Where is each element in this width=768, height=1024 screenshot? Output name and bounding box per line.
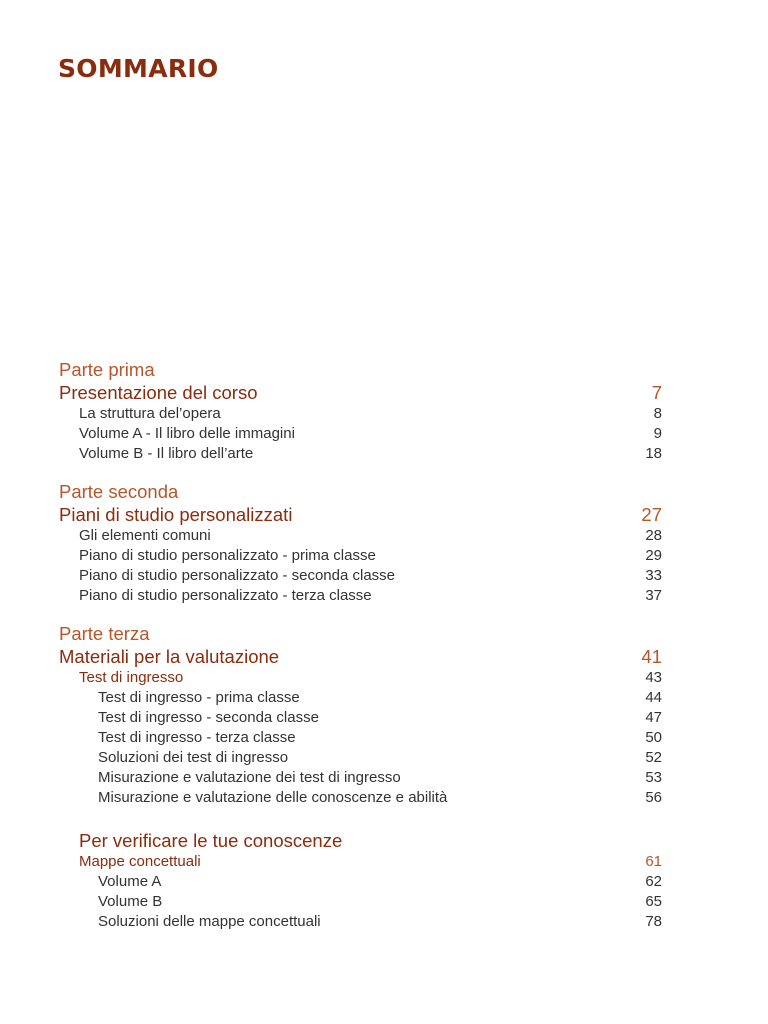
part-seconda bbox=[59, 480, 662, 606]
entry-page: 29 bbox=[645, 547, 662, 564]
subsection-page: 43 bbox=[645, 669, 662, 686]
section-title: Piani di studio personalizzati bbox=[59, 504, 293, 525]
subsection-title: Mappe concettuali bbox=[79, 853, 201, 870]
toc-entry[interactable] bbox=[59, 688, 662, 708]
table-of-contents bbox=[59, 358, 662, 948]
section-page: 7 bbox=[651, 382, 662, 403]
entry-page: 52 bbox=[645, 749, 662, 766]
toc-entry[interactable] bbox=[59, 912, 662, 932]
entry-page: 62 bbox=[645, 873, 662, 890]
entry-title: Test di ingresso - seconda classe bbox=[98, 709, 319, 726]
entry-title: Test di ingresso - terza classe bbox=[98, 729, 296, 746]
entry-page: 78 bbox=[645, 913, 662, 930]
entry-page: 50 bbox=[645, 729, 662, 746]
section-page: 41 bbox=[641, 646, 662, 667]
part-terza bbox=[59, 622, 662, 932]
entry-page: 8 bbox=[653, 405, 662, 422]
entry-page: 47 bbox=[645, 709, 662, 726]
entry-page: 18 bbox=[645, 445, 662, 462]
entry-title: Volume B - Il libro dell’arte bbox=[79, 445, 254, 462]
subsection-mappe[interactable] bbox=[59, 852, 662, 872]
part-label: Parte prima bbox=[59, 359, 155, 380]
toc-entry[interactable] bbox=[59, 768, 662, 788]
entry-title: Volume A bbox=[98, 873, 162, 890]
toc-entry[interactable] bbox=[59, 708, 662, 728]
entry-page: 56 bbox=[645, 789, 662, 806]
entry-title: Misurazione e valutazione dei test di ingresso bbox=[98, 769, 401, 786]
section-presentazione[interactable] bbox=[59, 381, 662, 404]
toc-entry[interactable] bbox=[59, 526, 662, 546]
subsection-title: Test di ingresso bbox=[79, 669, 184, 686]
entry-page: 65 bbox=[645, 893, 662, 910]
entry-title: Piano di studio personalizzato - terza classe bbox=[79, 587, 372, 604]
part-prima bbox=[59, 358, 662, 464]
section-piani[interactable] bbox=[59, 503, 662, 526]
entry-page: 9 bbox=[653, 425, 662, 442]
entry-title: La struttura del’opera bbox=[79, 405, 221, 422]
entry-title: Volume B bbox=[98, 893, 163, 910]
toc-entry[interactable] bbox=[59, 872, 662, 892]
entry-title: Piano di studio personalizzato - prima classe bbox=[79, 547, 376, 564]
entry-page: 44 bbox=[645, 689, 662, 706]
section-materiali[interactable] bbox=[59, 645, 662, 668]
toc-entry[interactable] bbox=[59, 728, 662, 748]
subsection-page: 61 bbox=[645, 853, 662, 870]
toc-entry[interactable] bbox=[59, 788, 662, 808]
subsection-test-ingresso[interactable] bbox=[59, 668, 662, 688]
toc-entry[interactable] bbox=[59, 586, 662, 606]
entry-title: Test di ingresso - prima classe bbox=[98, 689, 300, 706]
toc-entry[interactable] bbox=[59, 748, 662, 768]
entry-title: Soluzioni delle mappe concettuali bbox=[98, 913, 321, 930]
entry-page: 37 bbox=[645, 587, 662, 604]
entry-title: Misurazione e valutazione delle conoscenze e abilità bbox=[98, 789, 448, 806]
heading-verificare[interactable]: Per verificare le tue conoscenze bbox=[79, 830, 343, 851]
entry-page: 53 bbox=[645, 769, 662, 786]
entry-title: Volume A - Il libro delle immagini bbox=[79, 425, 295, 442]
entry-title: Piano di studio personalizzato - seconda classe bbox=[79, 567, 396, 584]
page-title: SOMMARIO bbox=[58, 54, 219, 83]
toc-entry[interactable] bbox=[59, 404, 662, 424]
entry-title: Gli elementi comuni bbox=[79, 527, 211, 544]
toc-entry[interactable] bbox=[59, 892, 662, 912]
toc-entry[interactable] bbox=[59, 566, 662, 586]
toc-entry[interactable] bbox=[59, 444, 662, 464]
section-title: Presentazione del corso bbox=[59, 382, 258, 403]
toc-entry[interactable] bbox=[59, 424, 662, 444]
entry-page: 33 bbox=[645, 567, 662, 584]
entry-page: 28 bbox=[645, 527, 662, 544]
entry-title: Soluzioni dei test di ingresso bbox=[98, 749, 289, 766]
toc-entry[interactable] bbox=[59, 546, 662, 566]
part-label: Parte terza bbox=[59, 623, 150, 644]
section-page: 27 bbox=[641, 504, 662, 525]
part-label: Parte seconda bbox=[59, 481, 179, 502]
section-title: Materiali per la valutazione bbox=[59, 646, 280, 667]
